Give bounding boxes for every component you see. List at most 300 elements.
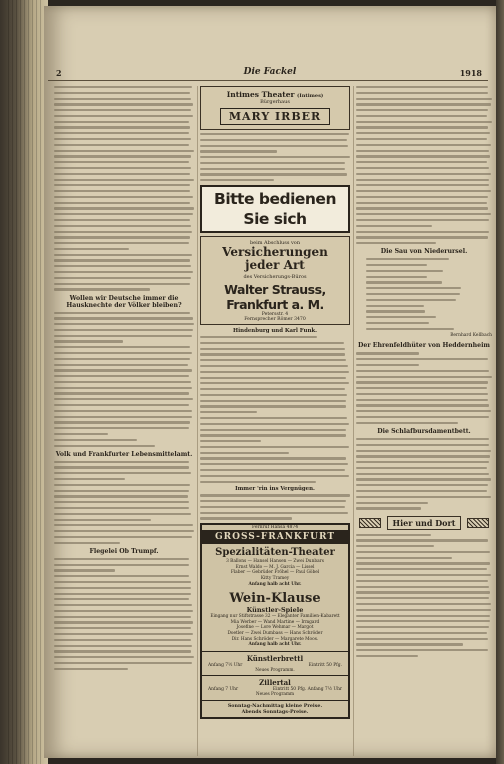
text-line (356, 144, 491, 146)
text-line (356, 376, 492, 378)
text-line (356, 450, 491, 452)
text-line (356, 352, 419, 354)
text-line (200, 517, 292, 519)
text-line (200, 463, 348, 465)
text-line (54, 340, 123, 342)
wein-line: Eingang nur Stiftstrasse 32 — Eleganter Familien-Kabarett (210, 614, 340, 620)
text-line (200, 475, 349, 477)
text-line (54, 519, 151, 521)
text-line (54, 144, 189, 146)
text-line (200, 365, 348, 367)
insurance-phone: Fernsprecher Römer 3470 (244, 317, 306, 323)
text-line (356, 586, 489, 588)
text-line (54, 639, 191, 641)
text-line (366, 305, 424, 307)
right-column (356, 86, 492, 661)
text-line (54, 587, 191, 589)
text-line (356, 190, 491, 192)
left-column (54, 86, 194, 673)
text-line (54, 558, 189, 560)
text-line (356, 161, 487, 163)
text-line (54, 621, 193, 623)
text-line (200, 411, 257, 413)
text-line (356, 98, 492, 100)
text-line (356, 539, 488, 541)
text-line (200, 494, 350, 496)
text-line (54, 126, 190, 128)
hier-und-dort-title: Hier und Dort (387, 516, 462, 530)
text-line (356, 416, 489, 418)
text-line (54, 490, 189, 492)
text-line (54, 564, 189, 566)
text-line (356, 410, 491, 412)
theater-advertisement (200, 86, 350, 130)
text-line (356, 609, 491, 611)
theater-title: Intimes Theater (Intimes) (226, 90, 324, 99)
text-line (356, 438, 489, 440)
text-line (356, 231, 489, 233)
article-headline: Flegelei Ob Trumpf. (89, 547, 159, 555)
text-line (356, 591, 490, 593)
text-line (356, 387, 487, 389)
page-right-edge (496, 0, 504, 764)
text-line (200, 405, 346, 407)
text-line (200, 133, 349, 135)
text-line (356, 179, 489, 181)
text-line (54, 248, 129, 250)
text-line (200, 452, 289, 454)
article-headline: Die Sau von Niederursel. (380, 248, 468, 256)
text-line (200, 481, 316, 483)
text-line (356, 638, 488, 640)
text-line (54, 575, 189, 577)
column-divider-right (353, 86, 354, 756)
text-line (54, 645, 192, 647)
text-line (356, 473, 489, 475)
wein-line: Josefine — Lore Wehmar — Margot (236, 625, 314, 631)
text-line (200, 429, 346, 431)
text-line (200, 400, 346, 402)
text-line (356, 484, 488, 486)
text-line (200, 469, 345, 471)
text-line (54, 98, 191, 100)
text-line (54, 375, 189, 377)
text-line (356, 490, 487, 492)
text-line (54, 668, 128, 670)
text-line (54, 536, 192, 538)
text-line (356, 202, 487, 204)
text-line (356, 132, 490, 134)
text-line (54, 501, 189, 503)
text-line (356, 236, 488, 238)
text-line (356, 632, 487, 634)
text-line (54, 219, 190, 221)
brett-footer: Neues Programm. (255, 667, 295, 673)
text-line (356, 358, 488, 360)
text-line (54, 410, 192, 412)
text-line (54, 507, 189, 509)
text-line (356, 562, 490, 564)
text-line (54, 581, 191, 583)
page-year: 1918 (459, 68, 482, 78)
text-line (54, 92, 190, 94)
text-line (356, 496, 491, 498)
text-line (54, 604, 192, 606)
text-line (366, 328, 454, 330)
text-line (356, 620, 490, 622)
theater-star-name: MARY IRBER (220, 108, 330, 125)
text-line (54, 524, 193, 526)
text-line (366, 293, 460, 295)
article-text-block (54, 558, 194, 670)
text-line (356, 502, 428, 504)
article-headline: Volk und Frankfurter Lebensmittelamt. (55, 450, 193, 458)
text-line (356, 422, 458, 424)
text-line (54, 610, 193, 612)
text-line (356, 649, 488, 651)
text-line (54, 167, 191, 169)
text-line (356, 655, 418, 657)
article-text-block (54, 312, 194, 447)
text-line (356, 184, 489, 186)
text-line (54, 656, 194, 658)
text-line (356, 126, 488, 128)
text-line (356, 574, 491, 576)
text-line (366, 316, 436, 318)
hier-und-dort-header (356, 516, 492, 530)
text-line (54, 392, 189, 394)
text-line (356, 103, 491, 105)
text-line (54, 627, 191, 629)
text-line (356, 643, 463, 645)
text-line (356, 92, 488, 94)
text-line (54, 472, 191, 474)
text-line (54, 265, 191, 267)
text-line (200, 440, 261, 442)
zillertal-start: Anfang 7 Uhr (208, 687, 239, 693)
text-line (54, 369, 192, 371)
text-line (366, 299, 456, 301)
text-line (200, 457, 346, 459)
text-line (54, 398, 193, 400)
text-line (54, 404, 189, 406)
text-line (356, 404, 489, 406)
wein-line: Doetler — Zwei Dumbass — Hans Schröder (227, 631, 323, 636)
text-line (356, 370, 489, 372)
article-headline: Immer 'rin ins Vergnügen. (235, 486, 315, 493)
text-line (366, 258, 449, 260)
text-line (54, 283, 190, 285)
text-line (54, 155, 191, 157)
insurance-company: Walter Strauss, Frankfurt a. M. (224, 282, 326, 313)
text-line (200, 179, 274, 181)
text-line (366, 264, 427, 266)
newspaper-title: Die Fackel (243, 67, 297, 77)
article-text-block (200, 133, 350, 181)
text-line (200, 446, 349, 448)
page-header (54, 68, 486, 84)
text-line (54, 461, 189, 463)
text-line (356, 196, 488, 198)
spezial-line: 3 Ballons — Hansel Hansen — Zwei Dunbars (226, 559, 324, 565)
text-line (200, 500, 346, 502)
text-line (356, 242, 436, 244)
insurance-address: Petersstr. 4 (261, 312, 289, 318)
text-line (54, 387, 192, 389)
text-line (356, 207, 488, 209)
article-headline: Hindenburg und Karl Funk. (233, 328, 317, 335)
text-line (54, 352, 192, 354)
text-line (356, 568, 487, 570)
text-line (200, 348, 345, 350)
text-line (54, 288, 150, 290)
article-text-block (54, 86, 194, 291)
spezial-footer: Anfang halb acht Uhr. (248, 581, 302, 587)
text-line (54, 650, 191, 652)
text-line (54, 662, 192, 664)
text-line (356, 115, 487, 117)
text-line (54, 184, 190, 186)
text-line (356, 507, 421, 509)
text-line (54, 329, 193, 331)
wein-footer: Anfang halb acht Uhr. (248, 642, 302, 648)
text-line (356, 615, 490, 617)
article-text-block (356, 534, 492, 658)
text-line (356, 580, 488, 582)
spezial-line: Ernst Waldo — M. J. Garcia — Lissel (235, 564, 315, 570)
text-line (356, 626, 489, 628)
text-line (54, 202, 190, 204)
text-line (54, 312, 190, 314)
text-line (54, 317, 193, 319)
wein-line: Mia Werber — Wand Martine — Irmgard (230, 619, 320, 625)
text-line (356, 545, 434, 547)
text-line (200, 342, 344, 344)
text-line (356, 551, 490, 553)
article-headline: Der Ehrenfeldhüter von Heddernheim (358, 342, 490, 350)
text-line (54, 115, 193, 117)
theater-subtitle: Bürgerhaus (260, 99, 290, 105)
article-text-block (200, 336, 350, 483)
text-line (54, 132, 189, 134)
text-line (200, 156, 350, 158)
text-line (356, 173, 491, 175)
text-line (54, 103, 193, 105)
zillertal-entry: Eintritt 50 Pfg. Anfang 7½ Uhr (272, 687, 342, 693)
poem-signature: Bernhard Kellbach (450, 333, 492, 339)
text-line (54, 150, 194, 152)
text-line (356, 557, 452, 559)
text-line (54, 213, 193, 215)
header-rule (48, 80, 488, 81)
text-line (54, 433, 108, 435)
text-line (200, 512, 348, 514)
ornament-right-icon (467, 518, 489, 528)
text-line (54, 231, 192, 233)
text-line (54, 569, 115, 571)
text-line (54, 427, 189, 429)
text-line (54, 161, 189, 163)
ornament-left-icon (359, 518, 381, 528)
sunday-notice (202, 700, 348, 717)
text-line (200, 173, 347, 175)
text-line (200, 336, 317, 338)
text-line (356, 86, 488, 88)
text-line (54, 277, 191, 279)
newspaper-page (44, 6, 496, 758)
text-line (200, 394, 347, 396)
text-line (54, 254, 192, 256)
text-line (356, 603, 491, 605)
insurance-mid: des Versicherungs-Büros (243, 274, 307, 281)
text-line (366, 310, 425, 312)
text-line (356, 444, 489, 446)
text-line (54, 478, 125, 480)
book-spine (0, 0, 48, 764)
article-text-block (54, 461, 194, 544)
text-line (54, 323, 194, 325)
text-line (54, 242, 189, 244)
text-line (54, 109, 191, 111)
text-line (356, 138, 487, 140)
text-line (356, 109, 488, 111)
text-line (200, 388, 345, 390)
text-line (54, 236, 190, 238)
text-line (54, 358, 190, 360)
text-line (54, 381, 191, 383)
text-line (356, 121, 492, 123)
text-line (366, 287, 461, 289)
text-line (356, 461, 489, 463)
text-line (356, 219, 489, 221)
text-line (356, 597, 489, 599)
article-headline: Die Schlafbursdamentbett. (377, 428, 471, 435)
text-line (54, 513, 191, 515)
middle-column (200, 86, 350, 719)
text-line (54, 335, 192, 337)
zillertal-title: Zillertal (202, 675, 348, 687)
spezial-line: Kitty Tramey (260, 576, 290, 582)
sunday-line-1: Sonntag-Nachmittag kleine Preise. (227, 702, 323, 709)
text-line (54, 173, 190, 175)
text-line (200, 139, 347, 141)
spine-stripes (8, 0, 42, 764)
text-line (356, 150, 489, 152)
zillertal-footer: Neues Programm (255, 692, 295, 698)
text-line (200, 162, 345, 164)
sunday-line-2: Abends Sonntags-Preise. (241, 708, 309, 715)
bitte-advertisement: Bitte bedienen Sie sich (200, 185, 350, 233)
text-line (54, 259, 190, 261)
column-divider-left (197, 86, 198, 756)
text-line (54, 421, 190, 423)
text-line (200, 423, 349, 425)
text-line (54, 196, 193, 198)
text-line (356, 393, 488, 395)
text-line (54, 207, 194, 209)
text-line (200, 145, 348, 147)
text-line (54, 593, 191, 595)
text-line (356, 225, 432, 227)
text-line (54, 179, 194, 181)
text-line (200, 359, 346, 361)
text-line (54, 530, 194, 532)
text-line (200, 382, 349, 384)
article-headline: Wollen wir Deutsche immer die Hausknechte der Völker bleiben? (66, 294, 182, 309)
text-line (356, 364, 419, 366)
text-line (200, 434, 346, 436)
article-text-block (200, 494, 350, 519)
insurance-line-2: jeder Art (245, 258, 305, 273)
poem-block (356, 258, 492, 330)
text-line (200, 353, 345, 355)
gross-phone: Fernruf Hansa 4874 (251, 525, 299, 531)
insurance-advertisement (200, 236, 350, 325)
text-line (54, 598, 189, 600)
insurance-line-1: Versicherungen (222, 245, 328, 260)
text-line (54, 271, 193, 273)
text-line (200, 371, 349, 373)
text-line (356, 381, 488, 383)
brett-start: Anfang 7½ Uhr (208, 662, 243, 668)
text-line (54, 633, 193, 635)
spezial-theater-title: Spezialitäten-Theater (215, 547, 335, 559)
text-line (54, 121, 189, 123)
text-line (366, 281, 442, 283)
text-line (54, 190, 190, 192)
wein-klause-subtitle: Künstler-Spiele (246, 606, 304, 615)
text-line (366, 270, 443, 272)
brett-entry: Eintritt 50 Pfg. (308, 662, 342, 668)
text-line (54, 439, 137, 441)
text-line (54, 616, 191, 618)
text-line (356, 213, 491, 215)
text-line (54, 138, 191, 140)
gross-frankfurt-advertisement (200, 523, 350, 719)
page-number: 2 (56, 68, 62, 78)
text-line (356, 399, 488, 401)
article-text-block (356, 438, 492, 510)
text-line (54, 86, 192, 88)
spezial-line: Flaber — Gebrüder Fröhel — Paul Göbel (230, 570, 320, 576)
text-line (54, 346, 190, 348)
text-line (54, 484, 190, 486)
text-line (200, 168, 345, 170)
text-line (356, 467, 487, 469)
kuenstlerbrettl-title: Künstlerbrettl (202, 651, 348, 663)
text-line (54, 466, 189, 468)
text-line (356, 155, 490, 157)
text-line (366, 276, 427, 278)
insurance-intro: beim Abschluss von (249, 240, 301, 247)
text-line (54, 416, 192, 418)
article-text-block (356, 352, 492, 424)
wein-line: Dir. Hans Schröder — Margarete Moos. (231, 636, 319, 642)
text-line (54, 225, 191, 227)
text-line (54, 542, 120, 544)
text-line (356, 478, 491, 480)
text-line (54, 445, 155, 447)
gross-title-band: GROSS-FRANKFURT (202, 530, 348, 544)
text-line (54, 495, 188, 497)
text-line (54, 364, 188, 366)
text-line (200, 377, 346, 379)
text-line (200, 506, 345, 508)
text-line (200, 417, 347, 419)
article-text-block (356, 86, 492, 244)
text-line (356, 455, 490, 457)
text-line (200, 150, 277, 152)
